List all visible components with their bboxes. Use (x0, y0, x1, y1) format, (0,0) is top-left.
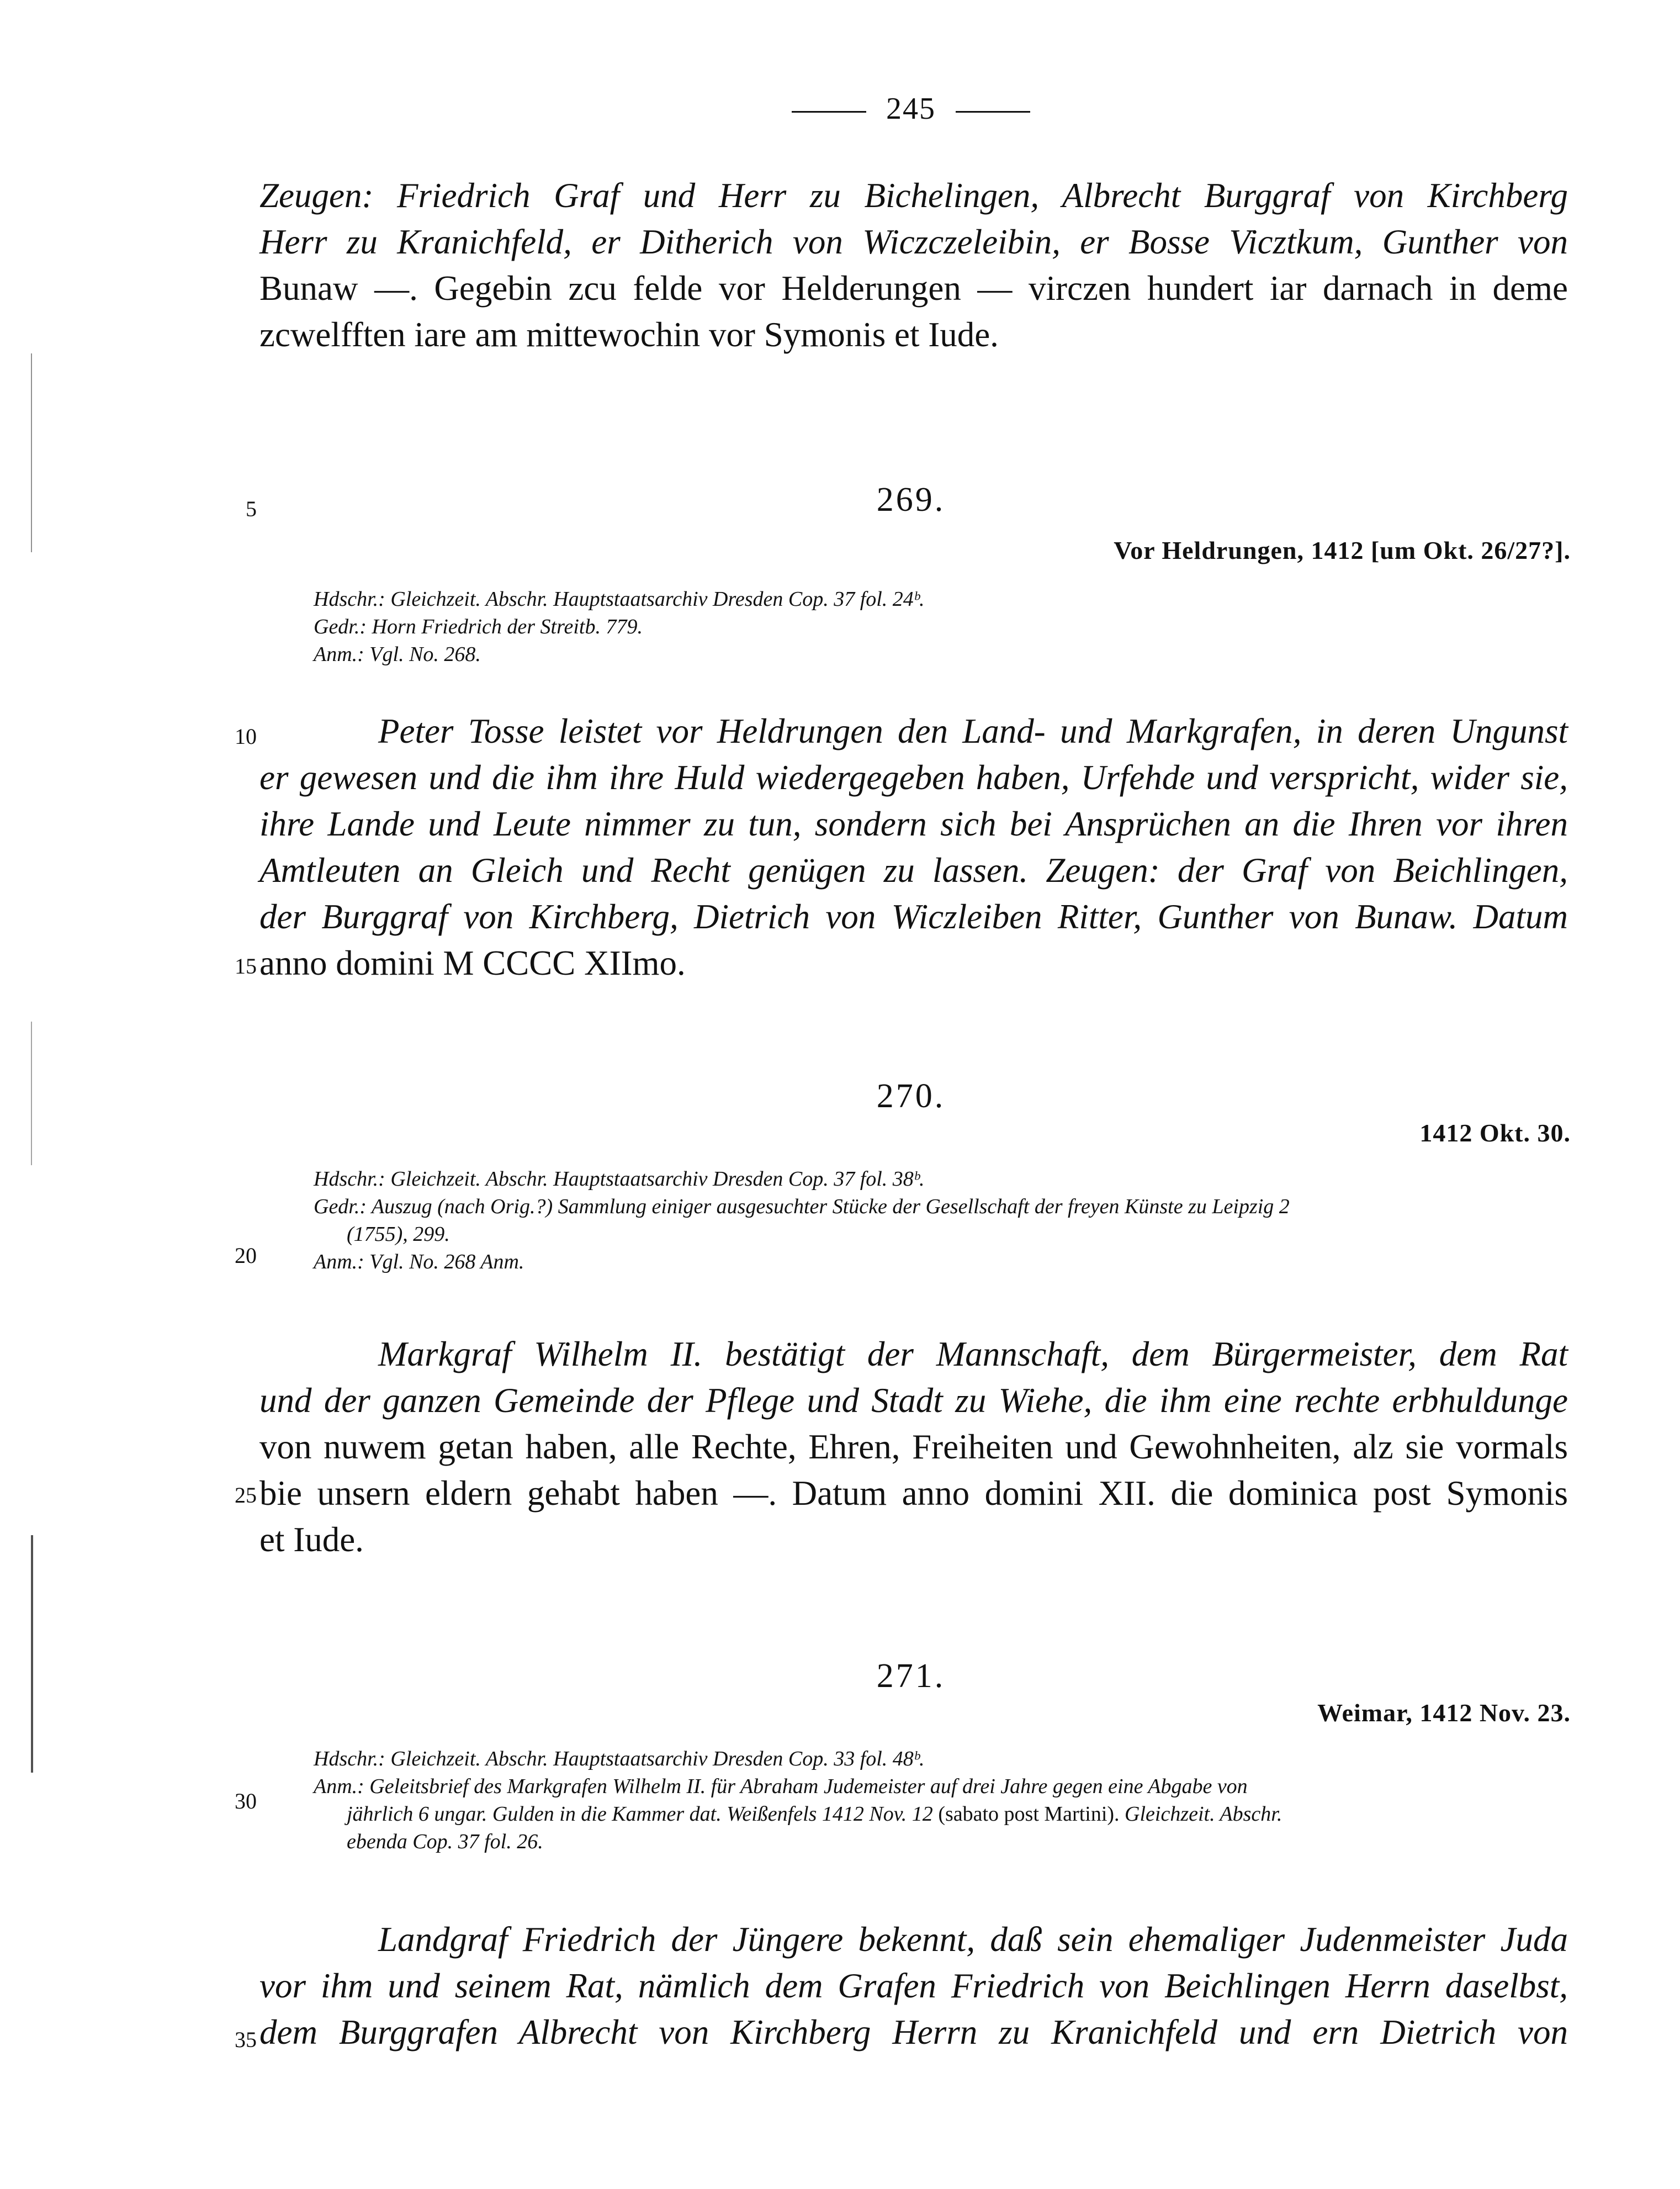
document-dateline: Vor Heldrungen, 1412 [um Okt. 26/27?]. (1114, 536, 1571, 564)
document-number: 270. (876, 1077, 946, 1115)
document-dateline: 1412 Okt. 30. (1419, 1119, 1571, 1147)
text-line: von nuwem getan haben, alle Rechte, Ehren, Freiheiten und Gewohnheiten, alz sie vormals (259, 1427, 1568, 1466)
note-line: Hdschr.: Gleichzeit. Abschr. Hauptstaatsarchiv Dresden Cop. 37 fol. 38ᵇ. (314, 1167, 925, 1191)
text-line: Markgraf Wilhelm II. bestätigt der Mannschaft, dem Bürgermeister, dem Rat (378, 1335, 1568, 1373)
header-rule-right (956, 111, 1030, 113)
text-line: Landgraf Friedrich der Jüngere bekennt, daß sein ehemaliger Judenmeister Juda (378, 1920, 1568, 1959)
line-number: 15 (235, 954, 257, 979)
note-line: Gedr.: Horn Friedrich der Streitb. 779. (314, 615, 643, 638)
note-line: Anm.: Vgl. No. 268 Anm. (314, 1250, 524, 1273)
text-line: der Burggraf von Kirchberg, Dietrich von Wiczleiben Ritter, Gunther von Bunaw. Datum (259, 897, 1568, 936)
document-text (259, 708, 1568, 986)
text-line: dem Burggrafen Albrecht von Kirchberg Herrn zu Kranichfeld und ern Dietrich von (259, 2013, 1568, 2051)
note-line: Hdschr.: Gleichzeit. Abschr. Hauptstaatsarchiv Dresden Cop. 37 fol. 24ᵇ. (314, 588, 925, 611)
text-line: Bunaw —. Gegebin zcu felde vor Helderungen — virczen hundert iar darnach in deme (259, 269, 1568, 308)
line-number: 20 (235, 1243, 257, 1268)
note-line: Gedr.: Auszug (nach Orig.?) Sammlung einiger ausgesuchter Stücke der Gesellschaft der freyen Künste zu Leipzig 2 (314, 1195, 1290, 1218)
note-segment: (sabato post Martini). (938, 1802, 1120, 1826)
line-number: 35 (235, 2027, 257, 2052)
line-number: 30 (235, 1789, 257, 1813)
document-text (259, 1916, 1568, 2055)
scan-margin-line (31, 1022, 32, 1165)
document-dateline: Weimar, 1412 Nov. 23. (1317, 1699, 1571, 1727)
text-line: Amtleuten an Gleich und Recht genügen zu lassen. Zeugen: der Graf von Beichlingen, (259, 851, 1568, 890)
text-line: und der ganzen Gemeinde der Pflege und Stadt zu Wiehe, die ihm eine rechte erbhuldunge (259, 1381, 1568, 1420)
document-number: 271. (876, 1657, 946, 1695)
document-notes (314, 585, 1572, 668)
line-number: 10 (235, 724, 257, 749)
document-number: 269. (876, 481, 946, 519)
text-line: Peter Tosse leistet vor Heldrungen den Land- und Markgrafen, in deren Ungunst (378, 712, 1568, 750)
text-line: vor ihm und seinem Rat, nämlich dem Grafen Friedrich von Beichlingen Herrn daselbst, (259, 1966, 1568, 2005)
text-line: bie unsern eldern gehabt haben —. Datum anno domini XII. die dominica post Symonis (259, 1474, 1568, 1513)
document-notes (314, 1745, 1572, 1855)
text-line: er gewesen und die ihm ihre Huld wiedergegeben haben, Urfehde und verspricht, wider sie, (259, 758, 1568, 797)
text-line: zcwelfften iare am mittewochin vor Symonis et Iude. (259, 315, 999, 354)
continuation-text (259, 172, 1568, 358)
text-line: Zeugen: Friedrich Graf und Herr zu Bichelingen, Albrecht Burggraf von Kirchberg (259, 176, 1568, 215)
note-line: (1755), 299. (347, 1223, 450, 1246)
document-notes (314, 1165, 1572, 1276)
note-segment: Gleichzeit. Abschr. (1125, 1802, 1282, 1826)
line-number: 5 (246, 496, 257, 521)
scan-margin-line (31, 353, 32, 552)
note-segment: jährlich 6 ungar. Gulden in die Kammer dat. Weißenfels 1412 Nov. 12 (347, 1802, 933, 1826)
document-text (259, 1331, 1568, 1563)
note-line (314, 1800, 1572, 1828)
note-line: Anm.: Vgl. No. 268. (314, 643, 481, 666)
text-line: et Iude. (259, 1520, 364, 1559)
text-line: Herr zu Kranichfeld, er Ditherich von Wiczczeleibin, er Bosse Vicztkum, Gunther von (259, 223, 1568, 261)
text-line: ihre Lande und Leute nimmer zu tun, sondern sich bei Ansprüchen an die Ihren vor ihren (259, 805, 1568, 843)
note-line: ebenda Cop. 37 fol. 26. (347, 1830, 543, 1853)
line-number: 25 (235, 1483, 257, 1508)
scan-margin-line (31, 1535, 33, 1773)
header-rule-left (792, 111, 866, 113)
note-line: Anm.: Geleitsbrief des Markgrafen Wilhelm II. für Abraham Judemeister auf drei Jahre gegen eine Abgabe von (314, 1775, 1248, 1798)
note-line: Hdschr.: Gleichzeit. Abschr. Hauptstaatsarchiv Dresden Cop. 33 fol. 48ᵇ. (314, 1747, 925, 1770)
page-number: 245 (886, 92, 936, 126)
page-header (756, 91, 1066, 126)
text-line: anno domini M CCCC XIImo. (259, 944, 686, 982)
